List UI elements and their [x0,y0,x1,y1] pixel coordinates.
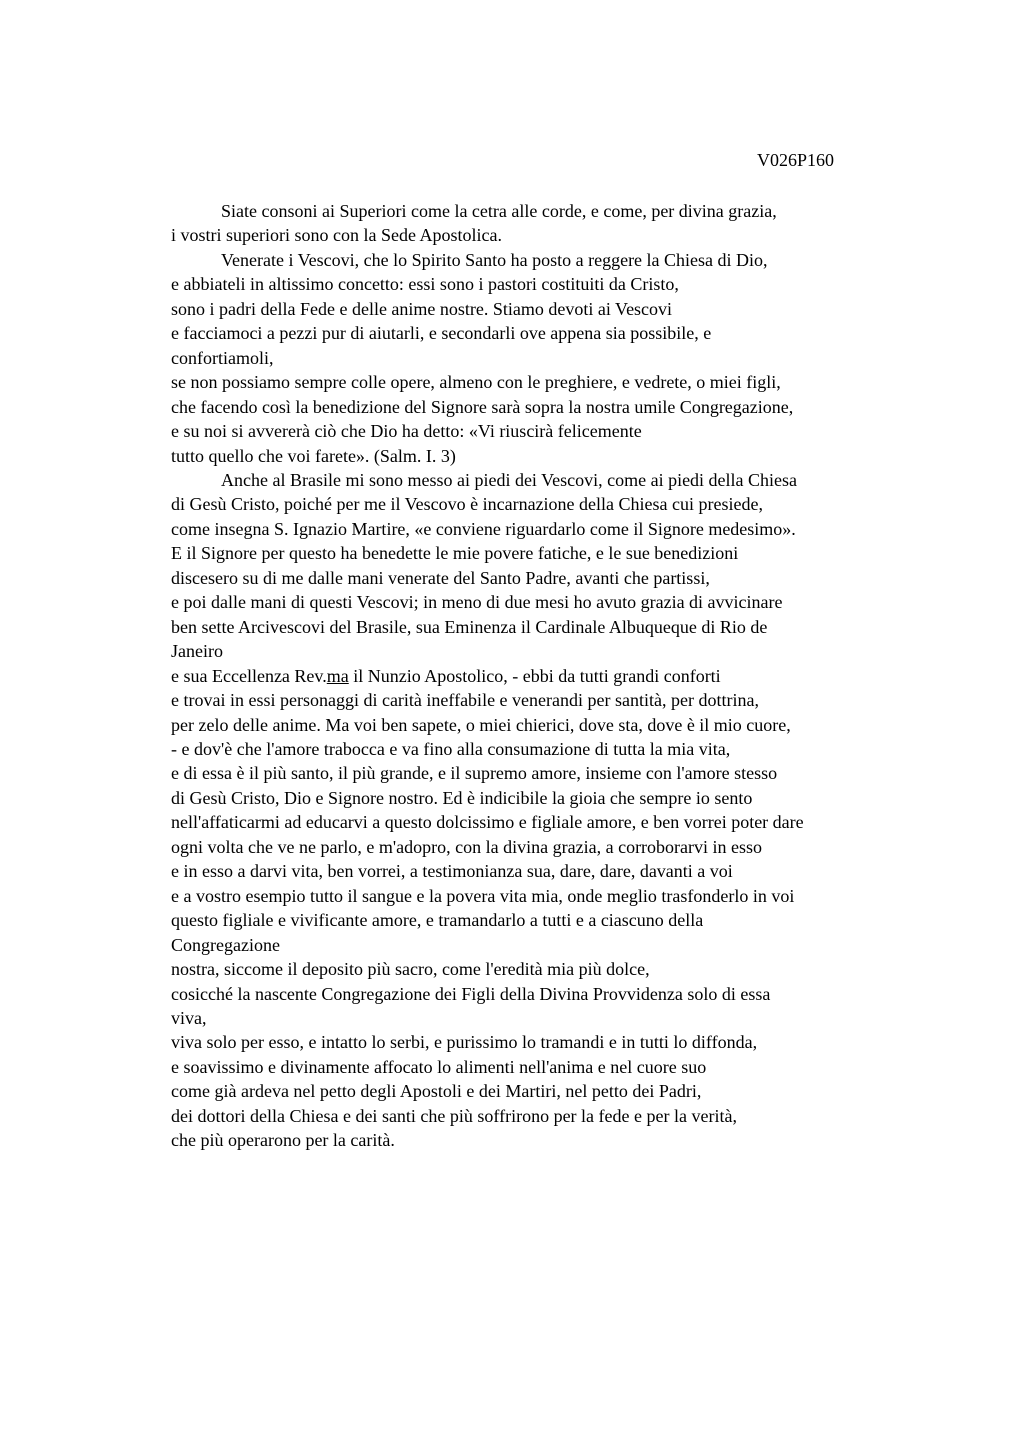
text-line: nell'affaticarmi ad educarvi a questo dolcissimo e figliale amore, e ben vorrei poter dare [171,812,804,833]
text-line: cosicché la nascente Congregazione dei Figli della Divina Provvidenza solo di essa [171,983,771,1004]
text-line: discesero su di me dalle mani venerate del Santo Padre, avanti che partissi, [171,567,710,588]
text-line: e in esso a darvi vita, ben vorrei, a testimonianza sua, dare, dare, davanti a voi [171,861,733,882]
text-line: Congregazione [171,934,280,955]
text-line: ogni volta che ve ne parlo, e m'adopro, con la divina grazia, a corroborarvi in esso [171,836,763,857]
text-line: e abbiateli in altissimo concetto: essi sono i pastori costituiti da Cristo, [171,274,679,295]
page-identifier: V026P160 [757,150,835,170]
text-line: Siate consoni ai Superiori come la cetra alle corde, e come, per divina grazia, [221,201,777,221]
text-line: viva, [171,1007,207,1028]
text-line: come insegna S. Ignazio Martire, «e conviene riguardarlo come il Signore medesimo». [171,518,796,539]
text-line: e a vostro esempio tutto il sangue e la povera vita mia, onde meglio trasfonderlo in voi [171,885,795,906]
text-line: e di essa è il più santo, il più grande, e il supremo amore, insieme con l'amore stesso [171,763,778,784]
text-line: e trovai in essi personaggi di carità ineffabile e venerandi per santità, per dottrina, [171,690,759,711]
text-line: che più operarono per la carità. [171,1130,395,1151]
text-line: di Gesù Cristo, Dio e Signore nostro. Ed è indicibile la gioia che sempre io sento [171,787,753,808]
text-line-abbreviation [171,664,911,688]
text-line: viva solo per esso, e intatto lo serbi, e purissimo lo tramandi e in tutti lo diffonda, [171,1032,758,1053]
text-line: Anche al Brasile mi sono messo ai piedi dei Vescovi, come ai piedi della Chiesa [221,469,798,490]
text-line: confortiamoli, [171,347,274,368]
letter-body [171,199,911,1153]
underlined-abbreviation: ma [326,665,349,686]
text-line: Venerate i Vescovi, che lo Spirito Santo ha posto a reggere la Chiesa di Dio, [221,249,768,270]
text-line: e poi dalle mani di questi Vescovi; in meno di due mesi ho avuto grazia di avvicinare [171,592,783,613]
text-line: di Gesù Cristo, poiché per me il Vescovo è incarnazione della Chiesa cui presiede, [171,494,763,515]
text-line: tutto quello che voi farete». (Salm. I. 3) [171,445,456,466]
text-line: sono i padri della Fede e delle anime nostre. Stiamo devoti ai Vescovi [171,298,673,319]
text-line: Janeiro [171,641,223,662]
text-line: come già ardeva nel petto degli Apostoli e dei Martiri, nel petto dei Padri, [171,1081,702,1102]
text-line: e facciamoci a pezzi pur di aiutarli, e secondarli ove appena sia possibile, e [171,323,712,344]
text-line: i vostri superiori sono con la Sede Apostolica. [171,225,502,246]
text-line: e su noi si avvererà ciò che Dio ha detto: «Vi riuscirà felicemente [171,421,642,442]
text-line: e soavissimo e divinamente affocato lo alimenti nell'anima e nel cuore suo [171,1056,707,1077]
text-line: nostra, siccome il deposito più sacro, come l'eredità mia più dolce, [171,959,650,980]
text-line: E il Signore per questo ha benedette le mie povere fatiche, e le sue benedizioni [171,543,739,564]
text-line: dei dottori della Chiesa e dei santi che più soffrirono per la fede e per la verità, [171,1105,737,1126]
text-line: se non possiamo sempre colle opere, almeno con le preghiere, e vedrete, o miei figli, [171,372,781,393]
text-line: ben sette Arcivescovi del Brasile, sua Eminenza il Cardinale Albuqueque di Rio de [171,616,768,637]
text-line: questo figliale e vivificante amore, e tramandarlo a tutti e a ciascuno della [171,910,704,931]
text-segment: il Nunzio Apostolico, - ebbi da tutti grandi conforti [348,665,721,686]
text-segment: e sua Eccellenza Rev. [171,665,327,686]
text-line: per zelo delle anime. Ma voi ben sapete, o miei chierici, dove sta, dove è il mio cuore, [171,714,791,735]
text-line: - e dov'è che l'amore trabocca e va fino alla consumazione di tutta la mia vita, [171,738,731,759]
text-line: che facendo così la benedizione del Signore sarà sopra la nostra umile Congregazione, [171,396,794,417]
